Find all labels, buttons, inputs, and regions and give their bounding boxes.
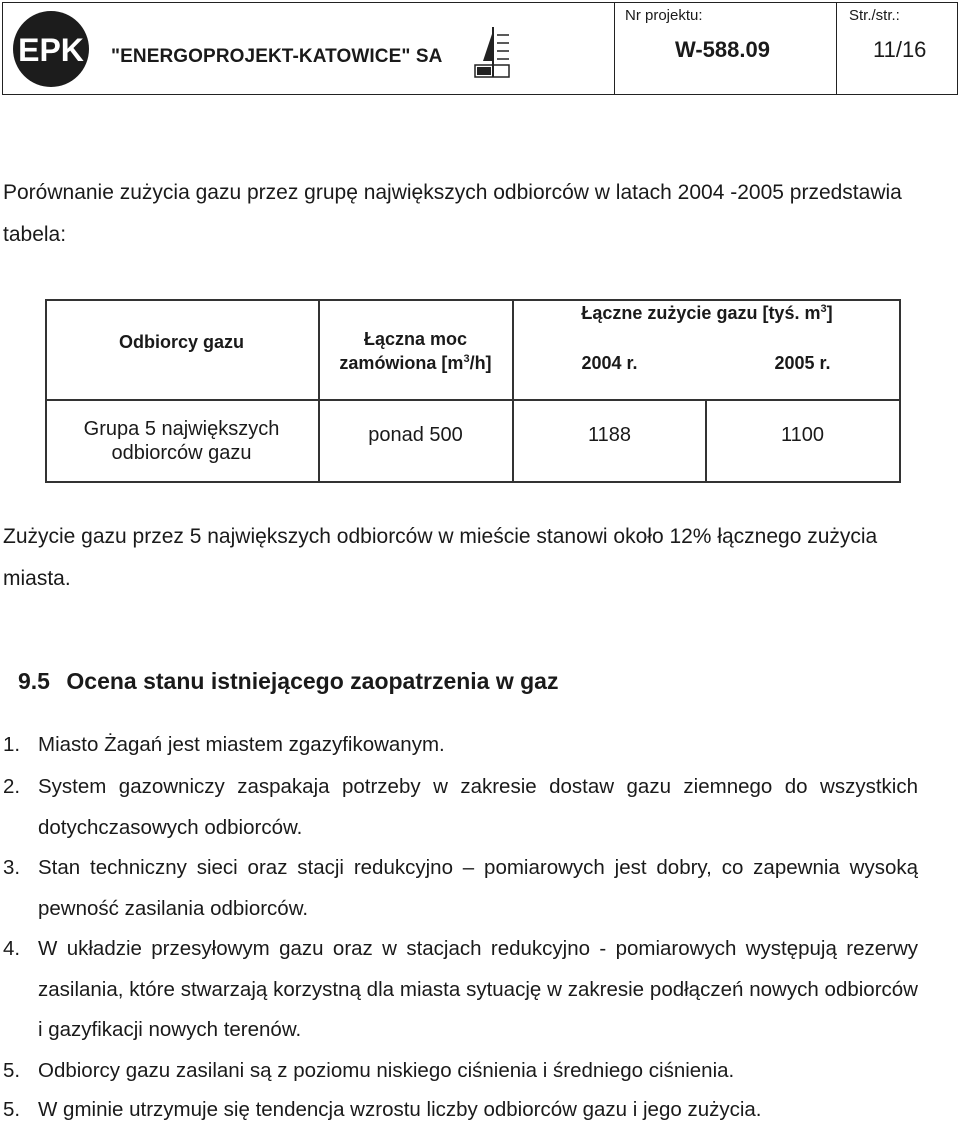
header-company-cell	[3, 3, 615, 94]
page-label: Str./str.:	[849, 7, 900, 24]
intro-paragraph: Porównanie zużycia gazu przez grupę największych odbiorców w latach 2004 -2005 przedstawia tabela:	[3, 181, 902, 246]
header-power	[319, 327, 512, 375]
section-heading	[18, 668, 558, 695]
table-border-bottom	[45, 481, 901, 483]
header-project-cell	[615, 3, 837, 94]
page-header	[2, 2, 958, 95]
list-item-number: 2.	[3, 775, 21, 798]
list-item-text: Miasto Żagań jest miastem zgazyfikowanym.	[38, 733, 445, 756]
list-item-number: 3.	[3, 856, 21, 879]
list-item-text: System gazowniczy zaspakaja potrzeby w zakresie dostaw gazu ziemnego do wszystkich dotychczasowych odbiorców.	[38, 775, 918, 839]
company-name: "ENERGOPROJEKT-KATOWICE" SA	[111, 46, 443, 67]
header-year-2004: 2004 r.	[581, 353, 638, 373]
header-power-sup: 3	[463, 353, 470, 365]
list-item-number: 5.	[3, 1098, 21, 1121]
header-total-bracket: ]	[826, 303, 833, 323]
header-page-cell	[837, 3, 958, 94]
emblem-icon	[473, 25, 513, 81]
header-consumers: Odbiorcy gazu	[118, 332, 244, 352]
list-item-number: 1.	[3, 733, 21, 756]
row-name-line2: odbiorców gazu	[111, 442, 252, 464]
logo-text: EPK	[18, 32, 84, 68]
header-power-line1: Łączna moc	[363, 329, 468, 349]
list-item-number: 4.	[3, 937, 21, 960]
summary-paragraph: Zużycie gazu przez 5 największych odbiorców w mieście stanowi około 12% łącznego zużycia miasta.	[3, 525, 878, 590]
section-number: 9.5	[18, 668, 50, 694]
row-value-2004: 1188	[587, 424, 631, 446]
gas-consumption-table	[45, 299, 901, 483]
table-border-right	[899, 299, 901, 483]
row-name-line1: Grupa 5 największych	[83, 418, 280, 440]
list-item-number: 5.	[3, 1059, 21, 1082]
list-item-text: Stan techniczny sieci oraz stacji redukcyjno – pomiarowych jest dobry, co zapewnia wysoką pewność zasilania odbiorców.	[38, 856, 918, 920]
epk-logo-icon	[11, 9, 91, 89]
list-item-text: W układzie przesyłowym gazu oraz w stacjach redukcyjno - pomiarowych występują rezerwy zasilania, które stwarzają korzystną dla miasta sytuację w zakresie podłączeń nowych odbiorców i gazyfikacji nowych terenów.	[38, 937, 918, 1041]
row-value-2005: 1100	[780, 424, 824, 446]
section-title: Ocena stanu istniejącego zaopatrzenia w gaz	[66, 668, 559, 694]
row-consumer-name	[45, 417, 318, 465]
table-col-line-2	[512, 299, 514, 483]
header-total-consumption	[513, 301, 901, 325]
list-item-text: Odbiorcy gazu zasilani są z poziomu niskiego ciśnienia i średniego ciśnienia.	[38, 1059, 735, 1082]
page-number: 11/16	[873, 37, 927, 62]
project-label: Nr projektu:	[625, 7, 703, 24]
row-power: ponad 500	[368, 424, 463, 446]
header-total-text: Łączne zużycie gazu [tyś. m	[581, 303, 821, 323]
list-item-text: W gminie utrzymuje się tendencja wzrostu liczby odbiorców gazu i jego zużycia.	[38, 1098, 762, 1121]
project-number: W-588.09	[675, 37, 770, 62]
header-total-sup: 3	[820, 303, 827, 315]
table-header-separator	[45, 399, 901, 401]
header-power-line2: zamówiona [m	[339, 353, 464, 373]
header-year-2005: 2005 r.	[774, 353, 831, 373]
header-power-unit: /h]	[469, 353, 492, 373]
